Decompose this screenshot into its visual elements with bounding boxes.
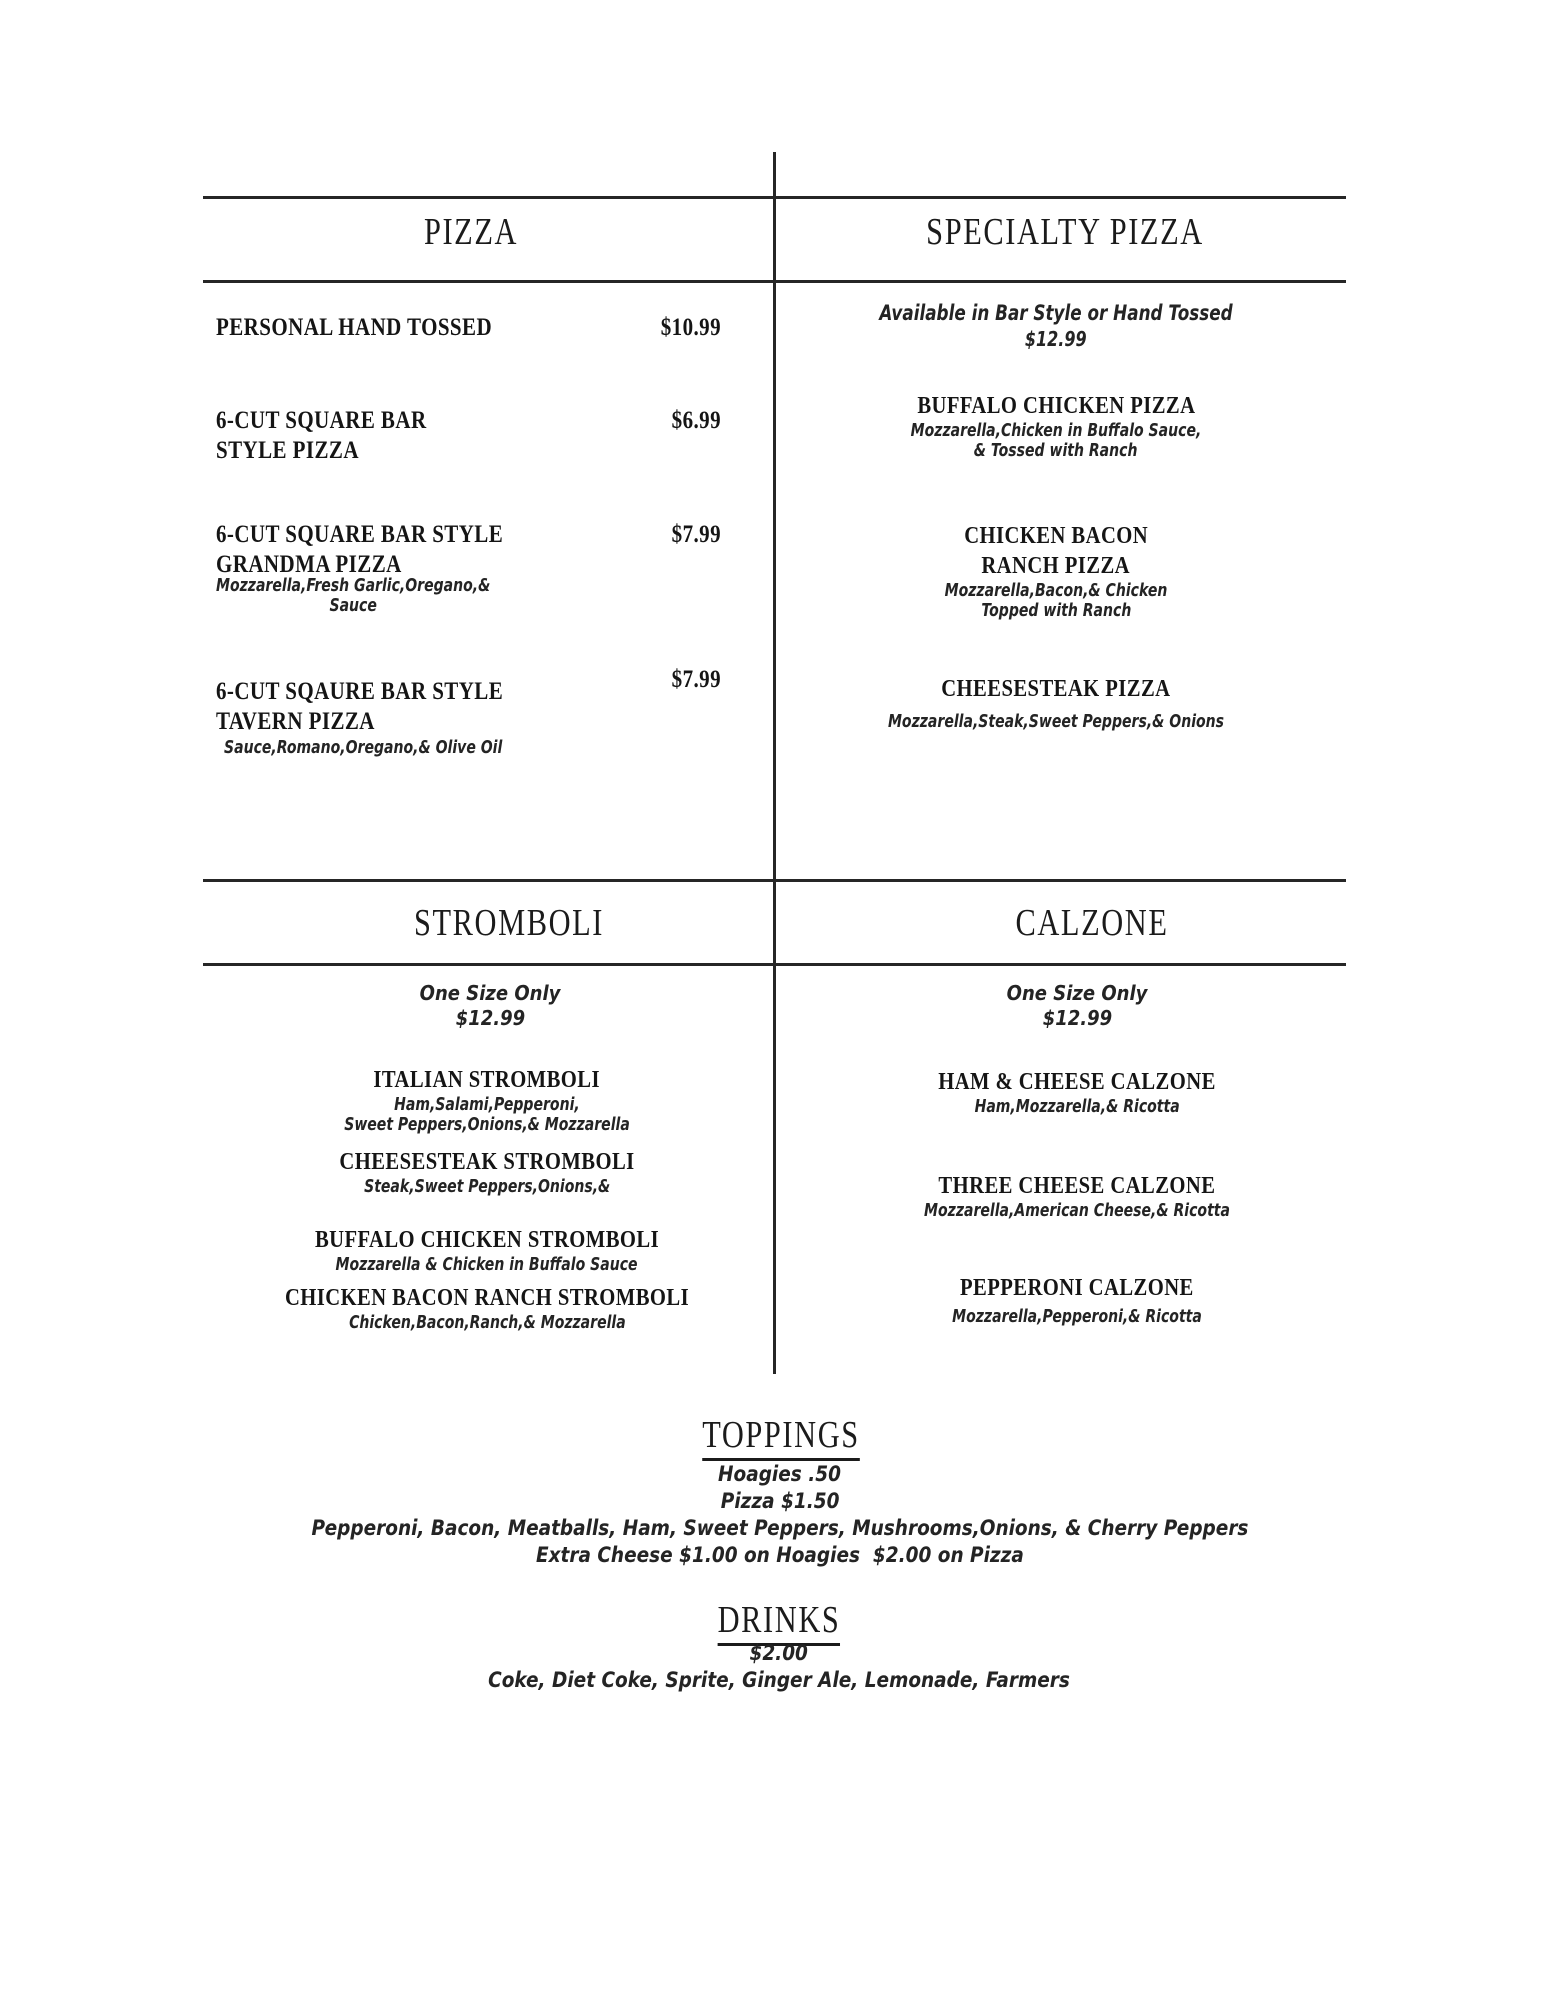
item-description: & Tossed with Ranch: [974, 440, 1138, 461]
drinks-list: Coke, Diet Coke, Sprite, Ginger Ale, Lemonade, Farmers: [488, 1668, 1070, 1692]
specialty-note-block: [835, 300, 1277, 352]
item-description: Mozzarella,American Cheese,& Ricotta: [924, 1200, 1230, 1221]
item-description: Mozzarella & Chicken in Buffalo Sauce: [335, 1254, 638, 1275]
item-name: BUFFALO CHICKEN STROMBOLI: [314, 1227, 660, 1253]
item-description: Steak,Sweet Peppers,Onions,&: [363, 1176, 611, 1197]
item-description: Mozzarella,Fresh Garlic,Oregano,& Sauce: [216, 575, 491, 616]
item-name: STYLE PIZZA: [216, 437, 359, 464]
item-description: Sauce,Romano,Oregano,& Olive Oil: [224, 737, 503, 758]
calzone-section-title: CALZONE: [1015, 902, 1169, 944]
item-name: 6-CUT SQUARE BAR STYLE: [216, 521, 504, 548]
drinks-title: DRINKS: [702, 1601, 855, 1646]
menu-item-pepperoni-calzone: [917, 1273, 1237, 1327]
toppings-title: TOPPINGS: [683, 1416, 880, 1461]
item-name: BUFFALO CHICKEN PIZZA: [916, 393, 1196, 419]
item-name: CHICKEN BACON: [964, 523, 1148, 549]
item-description: Topped with Ranch: [981, 600, 1131, 621]
menu-item-chicken-bacon-ranch-pizza: [913, 521, 1199, 621]
menu-item-buffalo-chicken-pizza: [870, 391, 1243, 461]
one-size-note: One Size Only: [1006, 981, 1148, 1005]
item-name: PERSONAL HAND TOSSED: [216, 314, 493, 341]
top-section-rule-upper: [203, 196, 1346, 199]
item-name: THREE CHEESE CALZONE: [938, 1173, 1216, 1199]
menu-item-buffalo-chicken-stromboli: [287, 1225, 687, 1275]
item-description: Mozzarella,Steak,Sweet Peppers,& Onions: [887, 711, 1225, 732]
item-price: $7.99: [671, 521, 721, 548]
toppings-list: Pepperoni, Bacon, Meatballs, Ham, Sweet Peppers, Mushrooms,Onions, & Cherry Peppers: [311, 1516, 1249, 1540]
menu-item-cheesesteak-stromboli: [315, 1147, 658, 1197]
item-description: Mozzarella,Pepperoni,& Ricotta: [952, 1306, 1202, 1327]
menu-item-three-cheese-calzone: [881, 1171, 1273, 1221]
item-price: $10.99: [660, 314, 721, 341]
one-size-price: $12.99: [1042, 1006, 1112, 1030]
item-description: Mozzarella,Bacon,& Chicken: [944, 580, 1168, 601]
mid-section-rule-upper: [203, 879, 1346, 882]
item-name: GRANDMA PIZZA: [216, 551, 402, 578]
specialty-note: Available in Bar Style or Hand Tossed: [879, 301, 1233, 325]
menu-item-grandma-pizza: [216, 520, 721, 616]
drinks-price: $2.00: [749, 1641, 809, 1665]
stromboli-size-block: [412, 981, 568, 1031]
specialty-price: $12.99: [1025, 327, 1087, 351]
item-name: 6-CUT SQUARE BAR: [216, 407, 427, 434]
item-price: $7.99: [671, 666, 721, 693]
item-name: 6-CUT SQAURE BAR STYLE: [216, 678, 504, 705]
item-name: RANCH PIZZA: [981, 553, 1131, 579]
top-section-rule-lower: [203, 280, 1346, 283]
stromboli-section-title: STROMBOLI: [413, 902, 605, 944]
item-description: Chicken,Bacon,Ranch,& Mozzarella: [348, 1312, 626, 1333]
menu-item-italian-stromboli: [304, 1065, 670, 1135]
item-description: Sweet Peppers,Onions,& Mozzarella: [344, 1114, 630, 1135]
mid-section-rule-lower: [203, 963, 1346, 966]
menu-item-cheesesteak-pizza: [841, 674, 1272, 732]
column-divider: [773, 152, 776, 1374]
drinks-lines: [448, 1640, 1109, 1694]
one-size-price: $12.99: [455, 1006, 525, 1030]
calzone-size-block: [999, 981, 1155, 1031]
item-description: Ham,Salami,Pepperoni,: [394, 1094, 580, 1115]
one-size-note: One Size Only: [419, 981, 561, 1005]
toppings-extra-cheese: Extra Cheese $1.00 on Hoagies $2.00 on Pizza: [536, 1543, 1024, 1567]
menu-item-chicken-bacon-ranch-stromboli: [252, 1283, 722, 1333]
pizza-section-title: PIZZA: [423, 211, 519, 253]
item-description: Mozzarella,Chicken in Buffalo Sauce,: [910, 420, 1202, 441]
item-name: CHEESESTEAK STROMBOLI: [339, 1149, 635, 1175]
toppings-lines: [248, 1461, 1313, 1569]
item-name: CHEESESTEAK PIZZA: [941, 676, 1171, 702]
menu-item-tavern-pizza: [216, 666, 721, 758]
item-name: TAVERN PIZZA: [216, 708, 375, 735]
item-name: PEPPERONI CALZONE: [960, 1275, 1194, 1301]
item-name: CHICKEN BACON RANCH STROMBOLI: [284, 1285, 690, 1311]
item-description: Ham,Mozzarella,& Ricotta: [974, 1096, 1180, 1117]
item-price: $6.99: [671, 407, 721, 434]
item-name: HAM & CHEESE CALZONE: [938, 1069, 1216, 1095]
menu-item-personal-hand-tossed: [216, 313, 721, 343]
item-name: ITALIAN STROMBOLI: [373, 1067, 601, 1093]
toppings-pizza-price: Pizza $1.50: [720, 1489, 840, 1513]
menu-item-6cut-square-bar: [216, 406, 721, 466]
specialty-section-title: SPECIALTY PIZZA: [926, 211, 1204, 253]
toppings-hoagies-price: Hoagies .50: [718, 1462, 842, 1486]
menu-item-ham-cheese-calzone: [916, 1067, 1239, 1117]
